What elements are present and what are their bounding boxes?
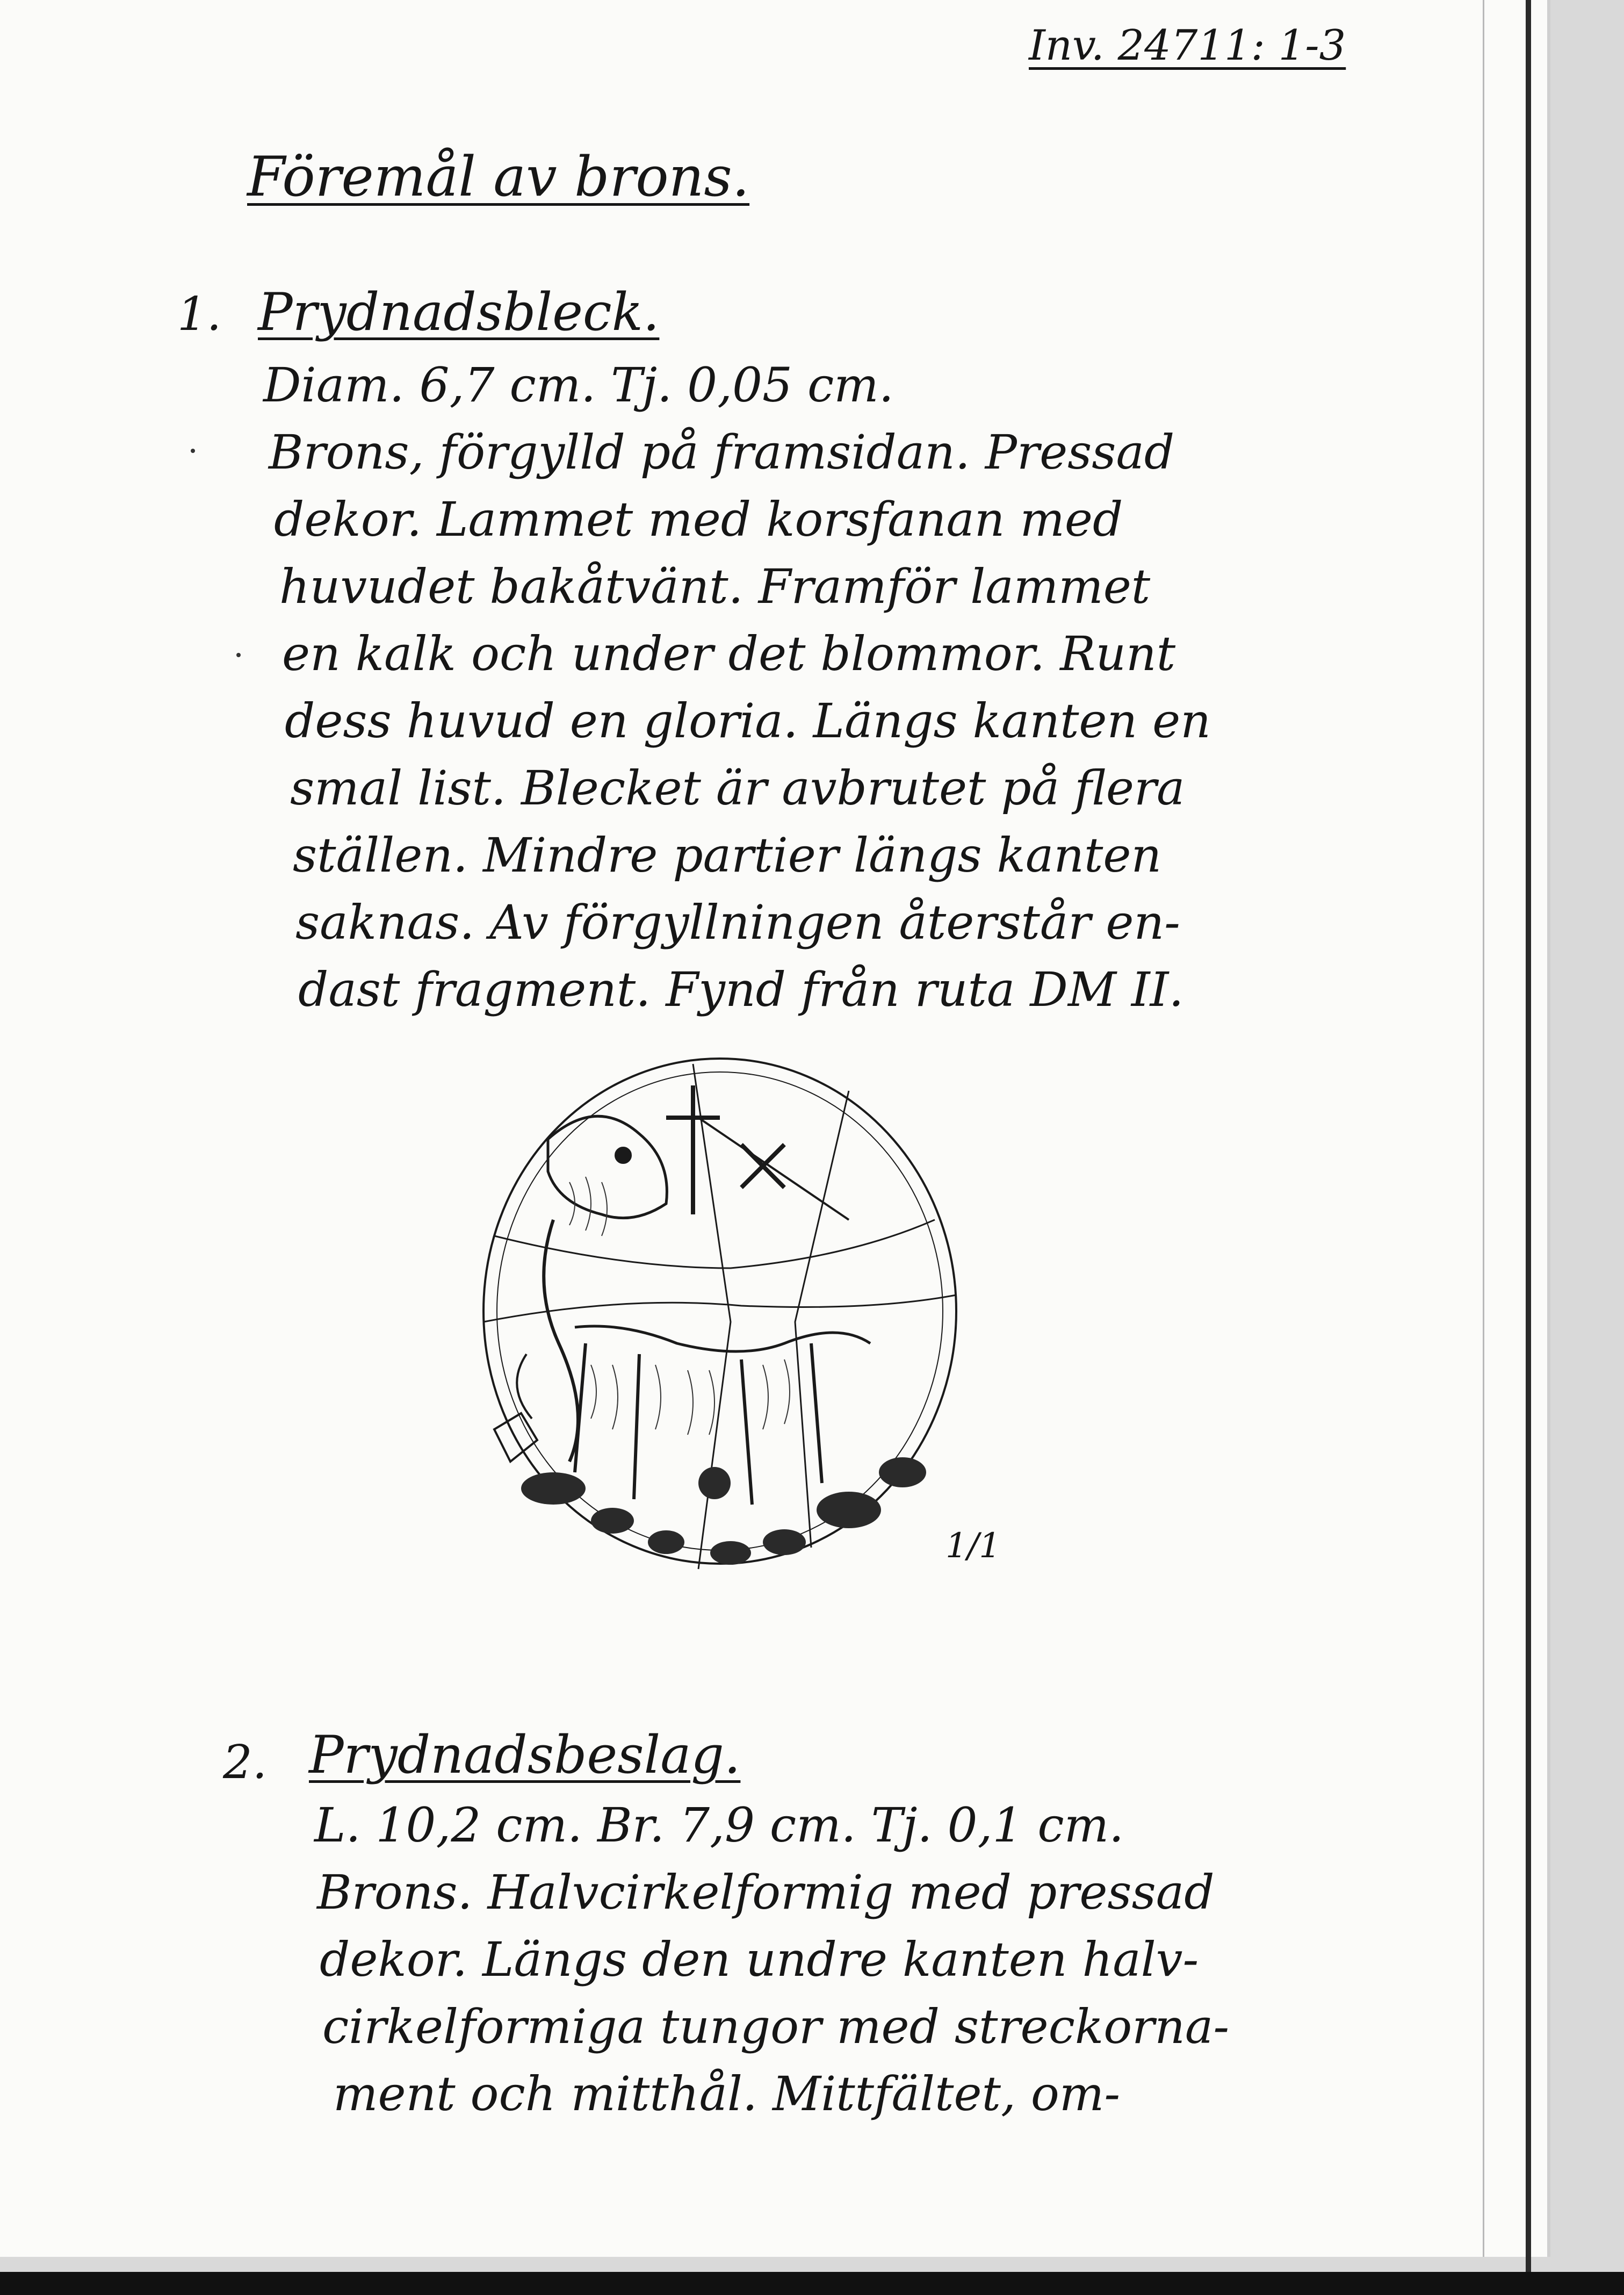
scan-bottom-border <box>0 2272 1624 2295</box>
page-fold-line <box>1483 0 1484 2257</box>
item-1-heading: Prydnadsbleck. <box>258 282 660 342</box>
item-2-line: dekor. Längs den undre kanten halv- <box>320 1932 1199 1987</box>
item-1-line: dekor. Lammet med korsfanan med <box>274 492 1123 547</box>
item-1-line: Diam. 6,7 cm. Tj. 0,05 cm. <box>263 357 894 413</box>
item-1-number: 1. <box>177 287 222 341</box>
margin-dot <box>236 653 241 657</box>
bronze-plaque-drawing-icon <box>462 1042 988 1591</box>
item-2-line: ment och mitthål. Mittfältet, om- <box>333 2066 1121 2121</box>
item-1-line: smal list. Blecket är avbrutet på flera <box>290 760 1185 816</box>
item-1-line: en kalk och under det blommor. Runt <box>282 626 1176 681</box>
book-spine-edge <box>1526 0 1531 2273</box>
item-2-line: cirkelformiga tungor med streckorna- <box>322 1999 1230 2054</box>
item-1-line: dast fragment. Fynd från ruta DM II. <box>298 962 1184 1017</box>
item-1-line: saknas. Av förgyllningen återstår en- <box>295 895 1180 950</box>
item-2-heading: Prydnadsbeslag. <box>309 1725 741 1785</box>
figure-scale: 1/1 <box>945 1526 1001 1566</box>
item-2-line: Brons. Halvcirkelformig med pressad <box>317 1865 1215 1920</box>
item-1-line: Brons, förgylld på framsidan. Pressad <box>269 425 1175 480</box>
item-1-line: huvudet bakåtvänt. Framför lammet <box>279 559 1151 614</box>
margin-dot <box>191 449 195 453</box>
page-title: Föremål av brons. <box>247 145 750 209</box>
item-1-line: ställen. Mindre partier längs kanten <box>293 828 1162 883</box>
item-1-line: dess huvud en gloria. Längs kanten en <box>285 693 1211 749</box>
item-2-line: L. 10,2 cm. Br. 7,9 cm. Tj. 0,1 cm. <box>314 1797 1124 1853</box>
inventory-number: Inv. 24711: 1-3 <box>1029 21 1346 70</box>
item-2-number: 2. <box>223 1736 268 1789</box>
